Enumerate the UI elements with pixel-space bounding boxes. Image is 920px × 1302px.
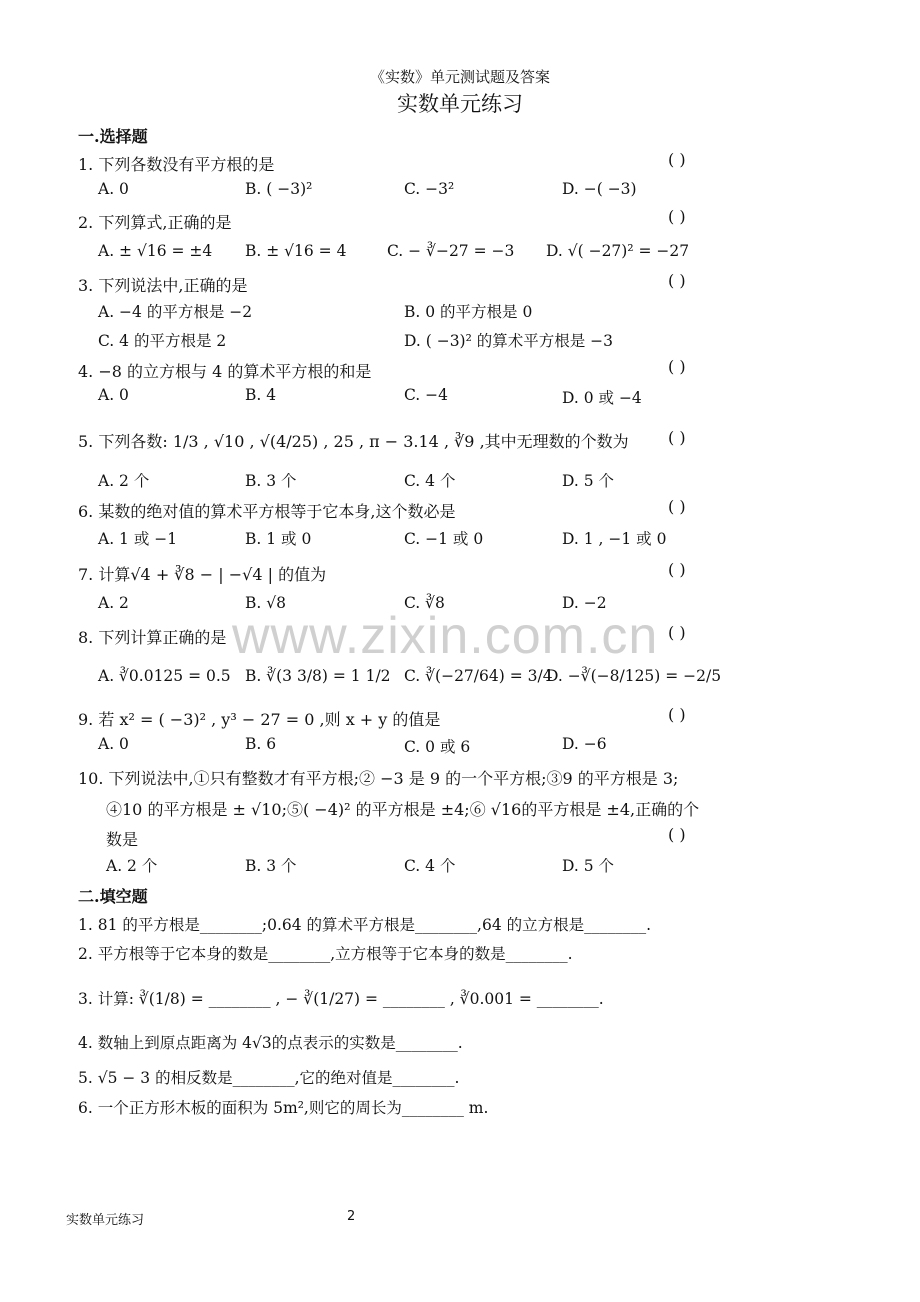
answer-blank-10: ( ) — [668, 825, 686, 844]
answer-blank-1: ( ) — [668, 150, 686, 169]
q10-option-c: C. 4 个 — [404, 857, 456, 875]
q6-option-b: B. 1 或 0 — [245, 530, 312, 548]
question-10-line-3: 数是 — [106, 830, 139, 849]
q6-option-c: C. −1 或 0 — [404, 530, 484, 548]
answer-blank-6: ( ) — [668, 497, 686, 516]
q1-option-c: C. −3² — [404, 180, 455, 198]
answer-blank-9: ( ) — [668, 705, 686, 724]
question-8: 8. 下列计算正确的是 — [78, 628, 227, 647]
question-4: 4. −8 的立方根与 4 的算术平方根的和是 — [78, 362, 372, 381]
q9-option-d: D. −6 — [562, 735, 607, 753]
fill-question-6: 6. 一个正方形木板的面积为 5m²,则它的周长为________ m. — [78, 1099, 489, 1117]
q4-option-c: C. −4 — [404, 386, 449, 404]
footer-title: 实数单元练习 — [66, 1213, 145, 1228]
q3-option-b: B. 0 的平方根是 0 — [404, 303, 533, 321]
q7-option-c: C. ∛8 — [404, 594, 445, 612]
question-6: 6. 某数的绝对值的算术平方根等于它本身,这个数必是 — [78, 502, 456, 521]
section-heading-choice: 一.选择题 — [78, 127, 148, 146]
page-number: 2 — [347, 1209, 356, 1224]
q8-option-c: C. ∛(−27/64) = 3/4 — [404, 667, 553, 685]
q3-option-c: C. 4 的平方根是 2 — [98, 332, 227, 350]
q4-option-d: D. 0 或 −4 — [562, 389, 642, 407]
q3-option-d: D. ( −3)² 的算术平方根是 −3 — [404, 332, 614, 350]
q9-option-a: A. 0 — [98, 735, 129, 753]
q10-option-b: B. 3 个 — [245, 857, 297, 875]
q9-option-c: C. 0 或 6 — [404, 738, 471, 756]
q1-option-b: B. ( −3)² — [245, 180, 313, 198]
document-title: 《实数》单元测试题及答案 — [369, 68, 550, 86]
q8-option-a: A. ∛0.0125 = 0.5 — [98, 667, 231, 685]
question-3: 3. 下列说法中,正确的是 — [78, 276, 248, 295]
q10-option-a: A. 2 个 — [106, 857, 158, 875]
q5-option-a: A. 2 个 — [98, 472, 150, 490]
q10-option-d: D. 5 个 — [562, 857, 615, 875]
answer-blank-8: ( ) — [668, 623, 686, 642]
q1-option-d: D. −( −3) — [562, 180, 637, 198]
question-10-line-2: ④10 的平方根是 ± √10;⑤( −4)² 的平方根是 ±4;⑥ √16的平方根是 ±4,正确的个 — [106, 800, 700, 819]
fill-question-5: 5. √5 − 3 的相反数是________,它的绝对值是________. — [78, 1069, 460, 1087]
q2-option-d: D. √( −27)² = −27 — [546, 242, 690, 260]
q8-option-d: D. −∛(−8/125) = −2/5 — [546, 667, 722, 685]
q2-option-a: A. ± √16 = ±4 — [98, 242, 213, 260]
q6-option-a: A. 1 或 −1 — [98, 530, 178, 548]
fill-question-2: 2. 平方根等于它本身的数是________,立方根等于它本身的数是________. — [78, 945, 573, 963]
question-5: 5. 下列各数: 1/3 , √10 , √(4/25) , 25 , π − 3.14 , ∛9 ,其中无理数的个数为 — [78, 432, 629, 451]
page-title: 实数单元练习 — [397, 92, 523, 116]
question-1: 1. 下列各数没有平方根的是 — [78, 155, 275, 174]
question-7: 7. 计算√4 + ∛8 − | −√4 | 的值为 — [78, 565, 327, 584]
q5-option-c: C. 4 个 — [404, 472, 456, 490]
question-9: 9. 若 x² = ( −3)² , y³ − 27 = 0 ,则 x + y 的值是 — [78, 710, 441, 729]
watermark: www.zixin.com.cn — [232, 607, 659, 665]
fill-question-1: 1. 81 的平方根是________;0.64 的算术平方根是________,64 的立方根是________. — [78, 916, 652, 934]
q4-option-b: B. 4 — [245, 386, 277, 404]
q7-option-b: B. √8 — [245, 594, 286, 612]
q5-option-b: B. 3 个 — [245, 472, 297, 490]
q2-option-c: C. − ∛−27 = −3 — [387, 242, 515, 260]
answer-blank-3: ( ) — [668, 271, 686, 290]
q6-option-d: D. 1 , −1 或 0 — [562, 530, 667, 548]
answer-blank-2: ( ) — [668, 207, 686, 226]
fill-question-3: 3. 计算: ∛(1/8) = ________ , − ∛(1/27) = ________ , ∛0.001 = ________. — [78, 990, 604, 1008]
q7-option-a: A. 2 — [98, 594, 129, 612]
question-10-line-1: 10. 下列说法中,①只有整数才有平方根;② −3 是 9 的一个平方根;③9 的平方根是 3; — [78, 769, 679, 788]
fill-question-4: 4. 数轴上到原点距离为 4√3的点表示的实数是________. — [78, 1034, 463, 1052]
question-2: 2. 下列算式,正确的是 — [78, 213, 232, 232]
section-heading-fill: 二.填空题 — [78, 887, 148, 906]
answer-blank-7: ( ) — [668, 560, 686, 579]
answer-blank-5: ( ) — [668, 428, 686, 447]
q7-option-d: D. −2 — [562, 594, 607, 612]
q2-option-b: B. ± √16 = 4 — [245, 242, 347, 260]
q5-option-d: D. 5 个 — [562, 472, 615, 490]
q3-option-a: A. −4 的平方根是 −2 — [98, 303, 253, 321]
q4-option-a: A. 0 — [98, 386, 129, 404]
answer-blank-4: ( ) — [668, 357, 686, 376]
q1-option-a: A. 0 — [98, 180, 129, 198]
q9-option-b: B. 6 — [245, 735, 277, 753]
q8-option-b: B. ∛(3 3/8) = 1 1/2 — [245, 667, 391, 685]
